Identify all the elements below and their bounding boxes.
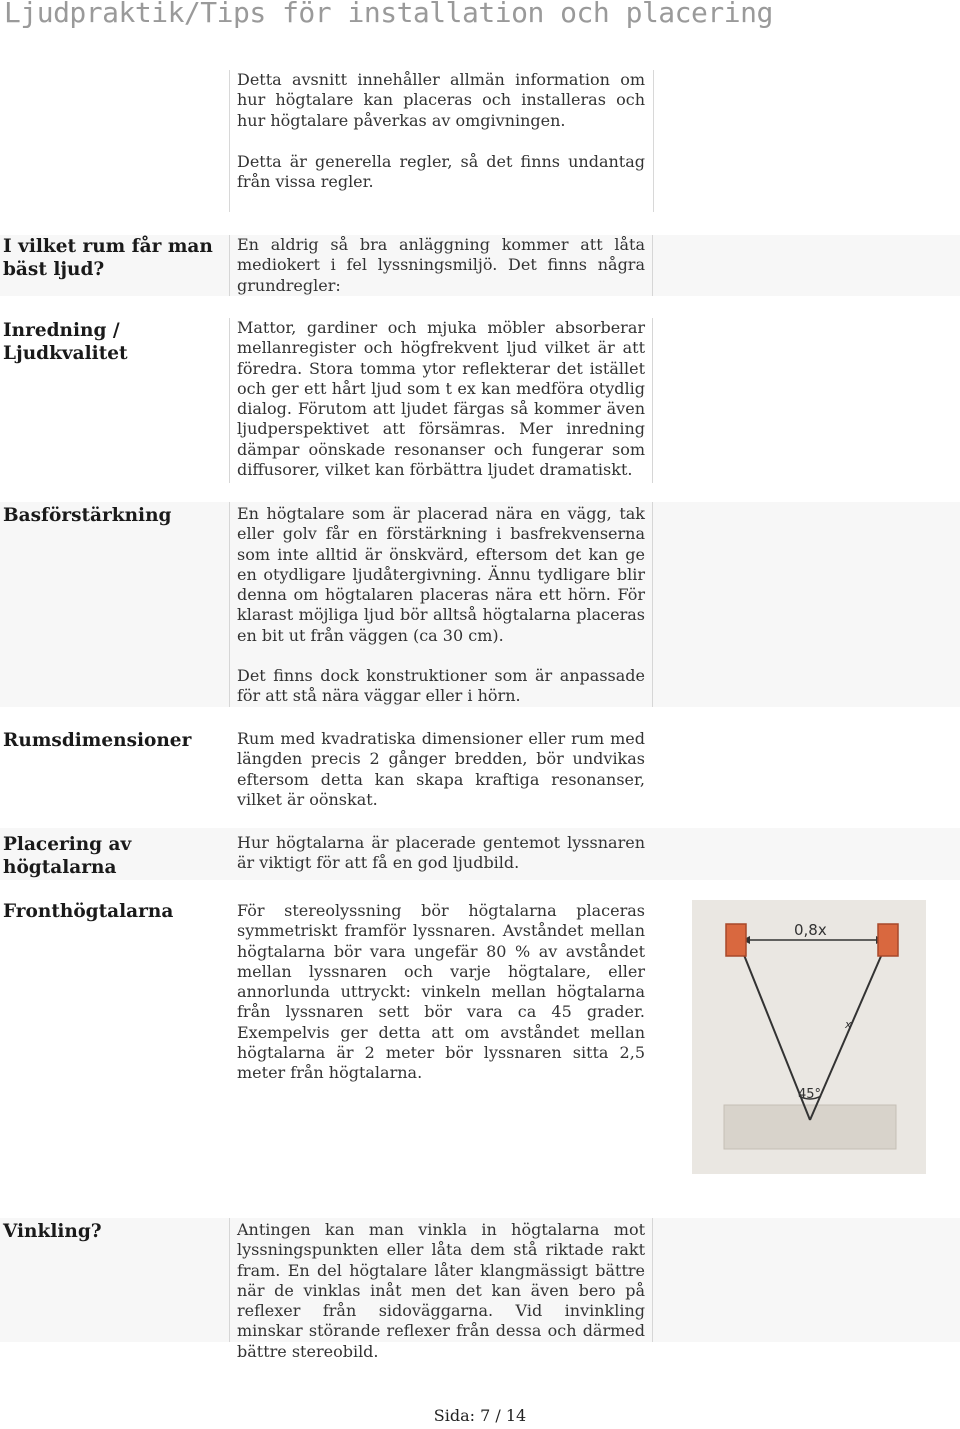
side-label: x [845, 1018, 852, 1031]
angle-label: 45° [798, 1087, 822, 1102]
sofa-shape [724, 1105, 896, 1149]
text-bas-2: Det finns dock konstruktioner som är anpassade för att stå nära väggar eller i hörn. [237, 666, 645, 706]
speaker-placement-diagram [692, 900, 926, 1174]
heading-inredning: Inredning / Ljudkvalitet [3, 320, 128, 364]
divider [229, 235, 230, 296]
page-label: Sida: [433, 1406, 476, 1425]
divider [229, 318, 230, 483]
divider [652, 235, 653, 296]
left-speaker-icon [726, 924, 746, 956]
heading-rum: I vilket rum får man bäst ljud? [3, 236, 213, 280]
right-speaker-icon [878, 924, 898, 956]
intro-paragraph-1: Detta avsnitt innehåller allmän information om hur högtalare kan placeras och installeras och hur högtalare påverkas av omgivningen. [237, 70, 645, 130]
text-placering: Hur högtalarna är placerade gentemot lyssnaren är viktigt för att få en god ljudbild. [237, 833, 645, 873]
heading-bas: Basförstärkning [3, 505, 172, 526]
intro-paragraph-2: Detta är generella regler, så det finns undantag från vissa regler. [237, 152, 645, 192]
page-title: Ljudpraktik/Tips för installation och placering [4, 0, 773, 29]
divider [229, 502, 230, 707]
page-footer [0, 1406, 960, 1425]
speaker-placement-figure [692, 900, 926, 1174]
text-front: För stereolyssning bör högtalarna placeras symmetriskt framför lyssnaren. Avståndet mellan högtalarna bör vara ungefär 80 % av avståndet mellan lyssnaren och varje högtalare, eller annorlunda uttryckt: vinkeln mellan högtalarna från lyssnaren sett bör vara ca 45 grader. Exempelvis ger detta att om avståndet mellan högtalarna är 2 meter bör lyssnaren sitta 2,5 meter från högtalarna. [237, 901, 645, 1083]
text-inredning: Mattor, gardiner och mjuka möbler absorberar mellanregister och högfrekvent ljud vilket är att föredra. Stora tomma ytor reflekterar det istället och ger ett hårt ljud som t ex kan medföra otydlig dialog. Förutom att ljudet färgas så kommer även ljudperspektivet att försämras. Mer inredning dämpar oönskade resonanser och fungerar som diffusorer, vilket kan förbättra ljudet dramatiskt. [237, 318, 645, 480]
divider [652, 502, 653, 707]
heading-rumsdimensioner: Rumsdimensioner [3, 730, 192, 751]
text-rum: En aldrig så bra anläggning kommer att låta mediokert i fel lyssningsmiljö. Det finns några grundregler: [237, 235, 645, 295]
divider [652, 1218, 653, 1342]
heading-front: Fronthögtalarna [3, 901, 174, 922]
text-rumsdimensioner: Rum med kvadratiska dimensioner eller rum med längden precis 2 gånger bredden, bör undvikas eftersom detta kan skapa kraftiga resonanser, vilket är oönskat. [237, 729, 645, 809]
heading-placering: Placering av högtalarna [3, 834, 132, 878]
text-bas: En högtalare som är placerad nära en vägg, tak eller golv får en förstärkning i basfrekvenserna som inte alltid är önskvärd, eftersom det kan ge en otydligare ljudåtergivning. Ännu tydligare blir denna om högtalaren placeras nära ett hörn. För klarast möjliga ljud bör alltså högtalarna placeras en bit ut från väggen (ca 30 cm). [237, 504, 645, 645]
heading-vinkling: Vinkling? [3, 1221, 102, 1242]
divider [652, 318, 653, 483]
distance-label: 0,8x [794, 921, 827, 939]
divider [229, 1218, 230, 1342]
page-number: 7 / 14 [480, 1406, 527, 1425]
text-vinkling: Antingen kan man vinkla in högtalarna mot lyssningspunkten eller låta dem stå riktade rakt fram. En del högtalare låter klangmässigt bättre när de vinklas inåt men det kan även bero på reflexer från sidoväggarna. Vid invinkling minskar störande reflexer från dessa och därmed bättre stereobild. [237, 1220, 645, 1361]
